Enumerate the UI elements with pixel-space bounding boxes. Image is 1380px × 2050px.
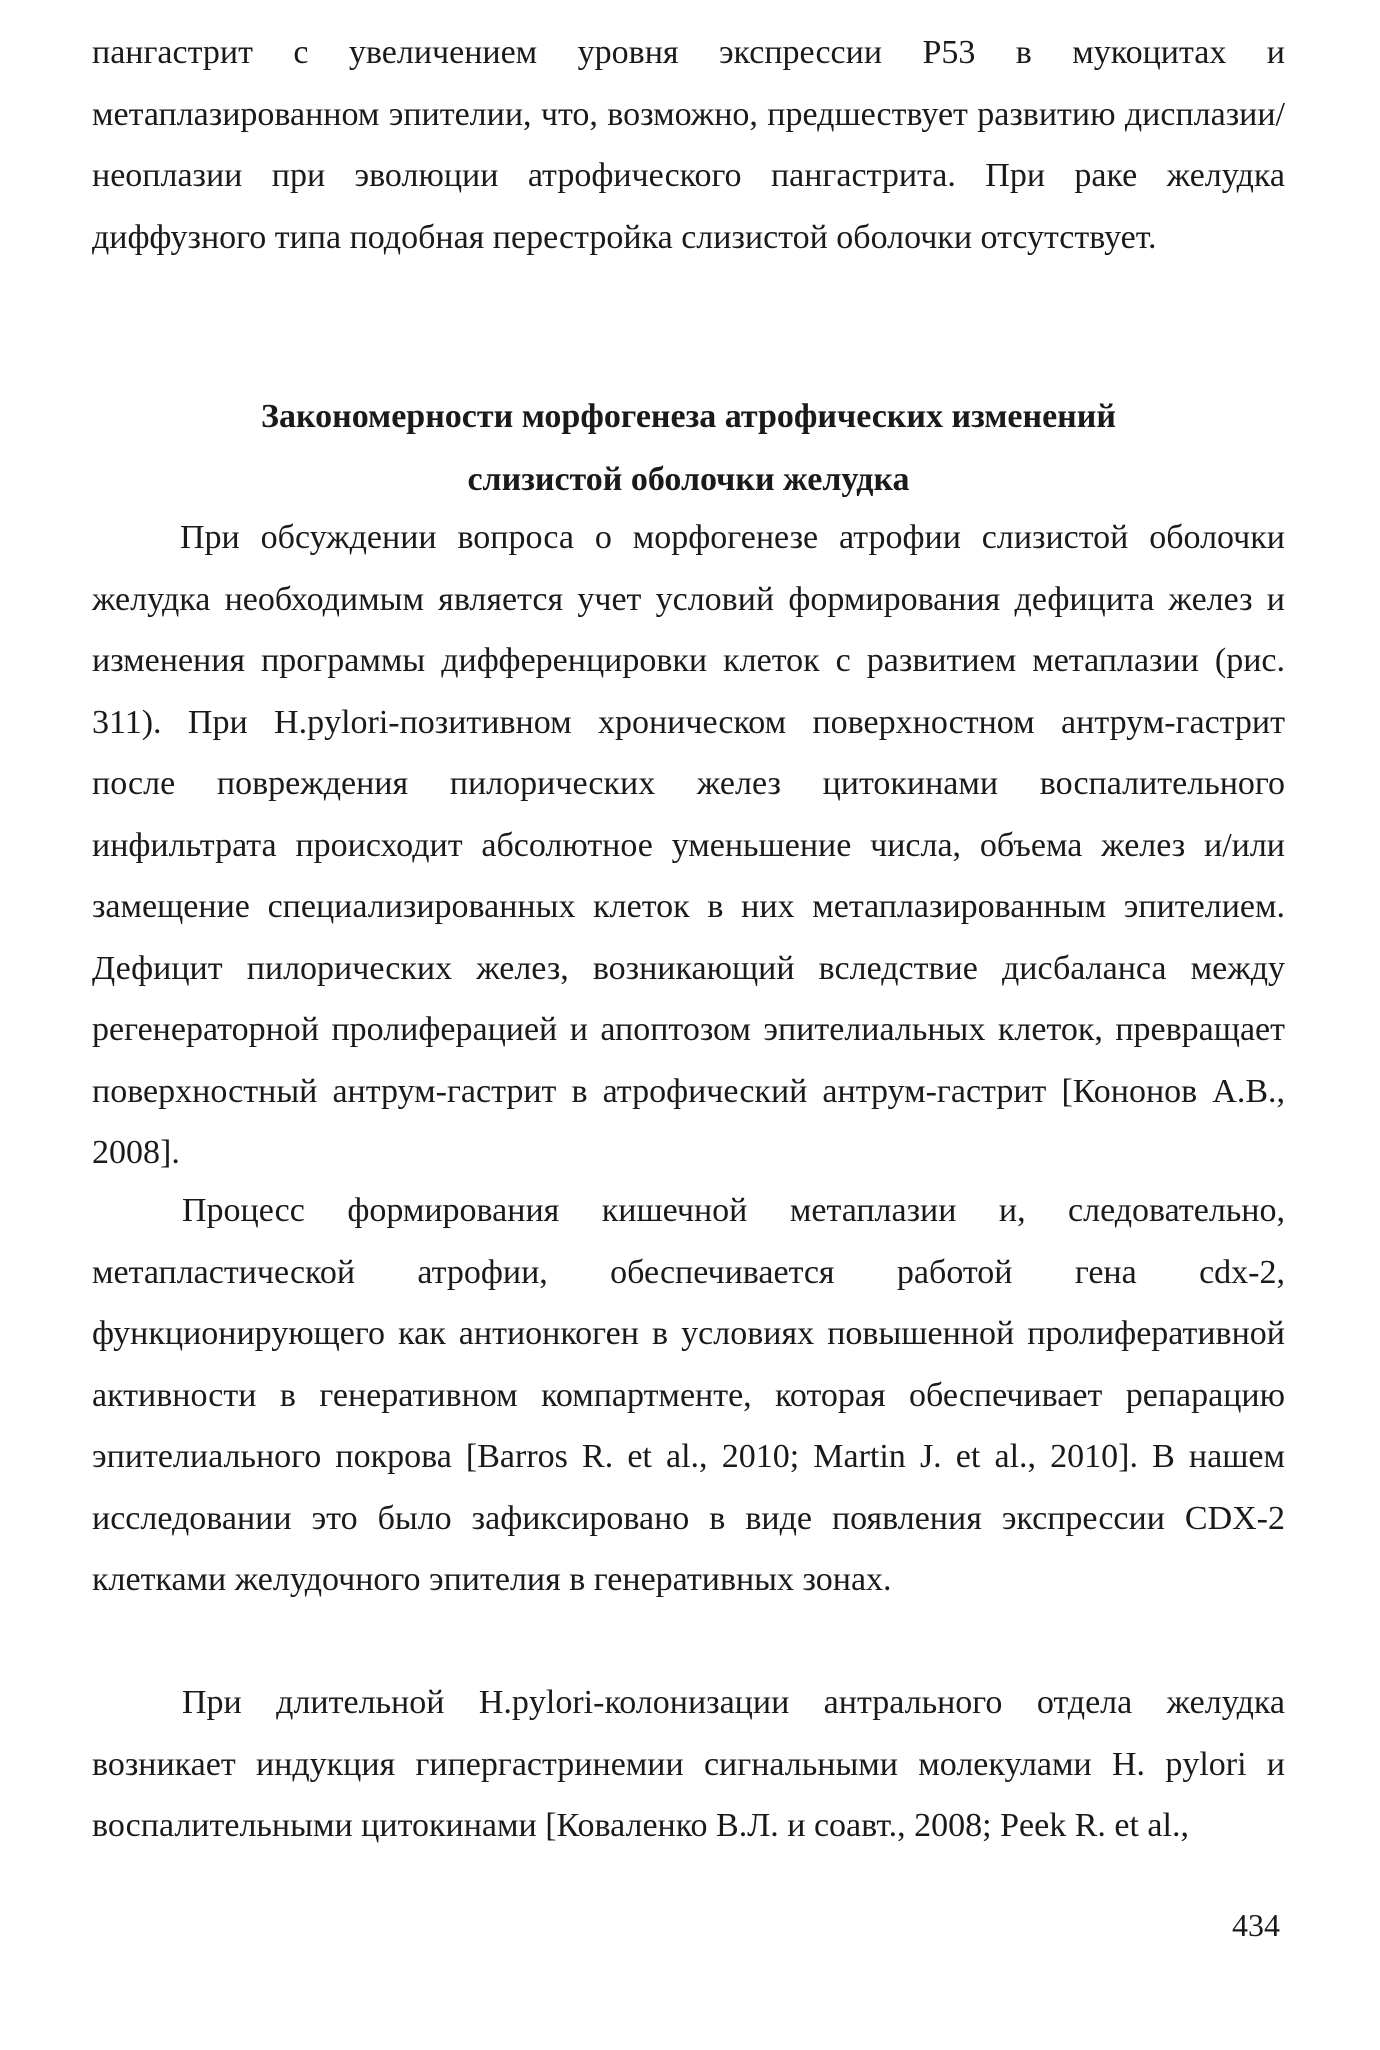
body-paragraph-2: Процесс формирования кишечной метаплазии и, следовательно, метапластической атрофии, обеспечивается работой гена cdx-2, функционирующего как антионкоген в условиях повышенной пролиферативной активности в генеративном компартменте, которая обеспечивает репарацию эпителиального покрова [Barros R. et al., 2010; Martin J. et al., 2010]. В нашем исследовании это было зафиксировано в виде появления экспрессии CDX-2 клетками желудочного эпителия в генеративных зонах. bbox=[92, 1192, 1285, 1598]
body-paragraph-3-block bbox=[92, 1672, 1285, 1857]
body-paragraph-1-block bbox=[92, 507, 1285, 1184]
body-paragraph-1: При обсуждении вопроса о морфогенезе атрофии слизистой оболочки желудка необходимым является учет условий формирования дефицита желез и изменения программы дифференцировки клеток с развитием метаплазии (рис. 311). При H.pylori-позитивном хроническом поверхностном антрум-гастрит после повреждения пилорических желез цитокинами воспалительного инфильтрата происходит абсолютное уменьшение числа, объема желез и/или замещение специализированных клеток в них метаплазированным эпителием. Дефицит пилорических желез, возникающий вследствие дисбаланса между регенераторной пролиферацией и апоптозом эпителиальных клеток, превращает поверхностный антрум-гастрит в атрофический антрум-гастрит [Кононов А.В., 2008]. bbox=[92, 519, 1285, 1171]
section-heading-line-1: Закономерности морфогенеза атрофических изменений bbox=[261, 398, 1116, 435]
page-number: 434 bbox=[1232, 1907, 1280, 1943]
intro-paragraph-block bbox=[92, 22, 1285, 268]
intro-paragraph: пангастрит с увеличением уровня экспрессии Р53 в мукоцитах и метаплазированном эпителии, что, возможно, предшествует развитию дисплазии/неоплазии при эволюции атрофического пангастрита. При раке желудка диффузного типа подобная перестройка слизистой оболочки отсутствует. bbox=[92, 34, 1285, 256]
body-paragraph-2-block bbox=[92, 1180, 1285, 1611]
body-paragraph-3: При длительной H.pylori-колонизации антрального отдела желудка возникает индукция гипергастринемии сигнальными молекулами H. pylori и воспалительными цитокинами [Коваленко В.Л. и соавт., 2008; Peek R. et al., bbox=[92, 1684, 1285, 1844]
section-heading-line-2: слизистой оболочки желудка bbox=[467, 461, 910, 498]
